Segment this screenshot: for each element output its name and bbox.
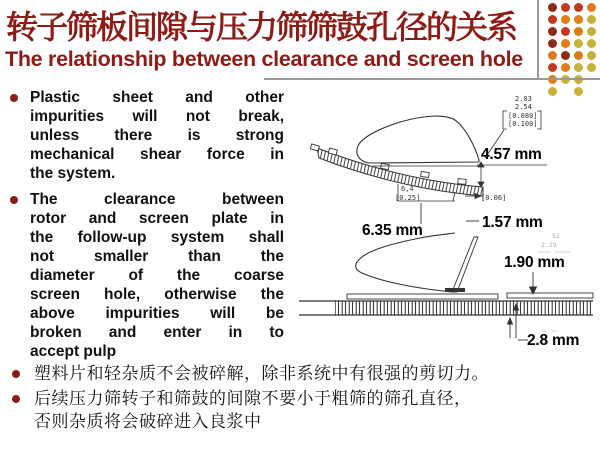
deco-dot bbox=[548, 39, 557, 48]
deco-dot bbox=[574, 51, 583, 60]
bullet-item bbox=[12, 362, 572, 386]
bullet-text: Plastic sheet and other impurities will not break, unless there is strong mechanical shear force in the system. bbox=[30, 89, 284, 182]
label-thickness-2-8-mm: 2.8 mm bbox=[527, 332, 580, 349]
dim-text-0080: [0.080] bbox=[508, 112, 538, 120]
label-gap-4-57-mm: 4.57 mm bbox=[481, 146, 542, 163]
bullet-marker bbox=[10, 94, 18, 102]
dim-text-52: 52 bbox=[552, 232, 560, 240]
deco-dot bbox=[548, 3, 557, 12]
deco-dot bbox=[561, 15, 570, 24]
deco-dot bbox=[574, 39, 583, 48]
slide-title-chinese: 转子筛板间隙与压力筛筛鼓孔径的关系 bbox=[6, 9, 517, 45]
label-gap-1-90-mm: 1.90 mm bbox=[504, 254, 565, 271]
dim-text-2-29: 2.29 bbox=[541, 241, 557, 249]
deco-dot bbox=[574, 27, 583, 36]
deco-dot bbox=[561, 51, 570, 60]
deco-dot bbox=[587, 27, 596, 36]
dim-text-2-54: 2.54 bbox=[515, 103, 532, 111]
deco-dot bbox=[561, 39, 570, 48]
deco-dot bbox=[574, 3, 583, 12]
rotor-blade bbox=[445, 237, 478, 292]
label-foil-6-35-mm: 6.35 mm bbox=[362, 222, 423, 239]
deco-dot bbox=[587, 3, 596, 12]
deco-dot bbox=[561, 63, 570, 72]
dim-text-6-4: 6,4 bbox=[401, 185, 414, 193]
bullet-item bbox=[12, 387, 572, 434]
rotor-foil-top bbox=[357, 116, 481, 166]
bullet-text: 塑料片和轻杂质不会被碎解，除非系统中有很强的剪切力。 bbox=[34, 364, 489, 383]
deco-dot bbox=[548, 51, 557, 60]
deco-dot bbox=[561, 3, 570, 12]
deco-dot bbox=[574, 15, 583, 24]
decorative-dot-grid bbox=[544, 0, 600, 100]
deco-dot bbox=[587, 39, 596, 48]
dim-text-0100: [0.100] bbox=[508, 120, 538, 128]
deco-dot bbox=[548, 27, 557, 36]
technical-diagram bbox=[295, 88, 600, 360]
dim-text-025: [0.25] bbox=[395, 194, 421, 202]
vertical-divider-line bbox=[537, 0, 539, 80]
bullet-item bbox=[6, 190, 286, 361]
bullet-marker bbox=[12, 370, 20, 378]
deco-dot bbox=[548, 15, 557, 24]
deco-dot bbox=[587, 51, 596, 60]
deco-dot bbox=[548, 63, 557, 72]
deco-dot bbox=[574, 63, 583, 72]
screen-plate-flat bbox=[299, 293, 593, 315]
label-blade-1-57-mm: 1.57 mm bbox=[482, 214, 543, 231]
bullet-list-english bbox=[6, 88, 286, 368]
dim-text-006: [0.06] bbox=[481, 194, 507, 202]
bullet-marker bbox=[12, 395, 20, 403]
bullet-marker bbox=[10, 196, 18, 204]
bullet-text: The clearance between rotor and screen plate in the follow-up system shall not smaller than the diameter of the coarse screen hole, otherwise the above impurities will be broken and enter in to accept pulp bbox=[30, 191, 284, 360]
bullet-list-chinese bbox=[12, 362, 572, 435]
bullet-text: 后续压力筛转子和筛鼓的间隙不要小于粗筛的筛孔直径， 否则杂质将会破碎进入良浆中 bbox=[34, 388, 472, 431]
bullet-item bbox=[6, 88, 286, 183]
deco-dot bbox=[587, 63, 596, 72]
slide-title-english: The relationship between clearance and screen hole bbox=[5, 47, 523, 71]
rotor-foil-bottom bbox=[356, 233, 455, 292]
dim-text-2-03: 2.03 bbox=[515, 95, 532, 103]
deco-dot bbox=[561, 27, 570, 36]
deco-dot bbox=[587, 15, 596, 24]
horizontal-divider-line bbox=[264, 78, 600, 80]
